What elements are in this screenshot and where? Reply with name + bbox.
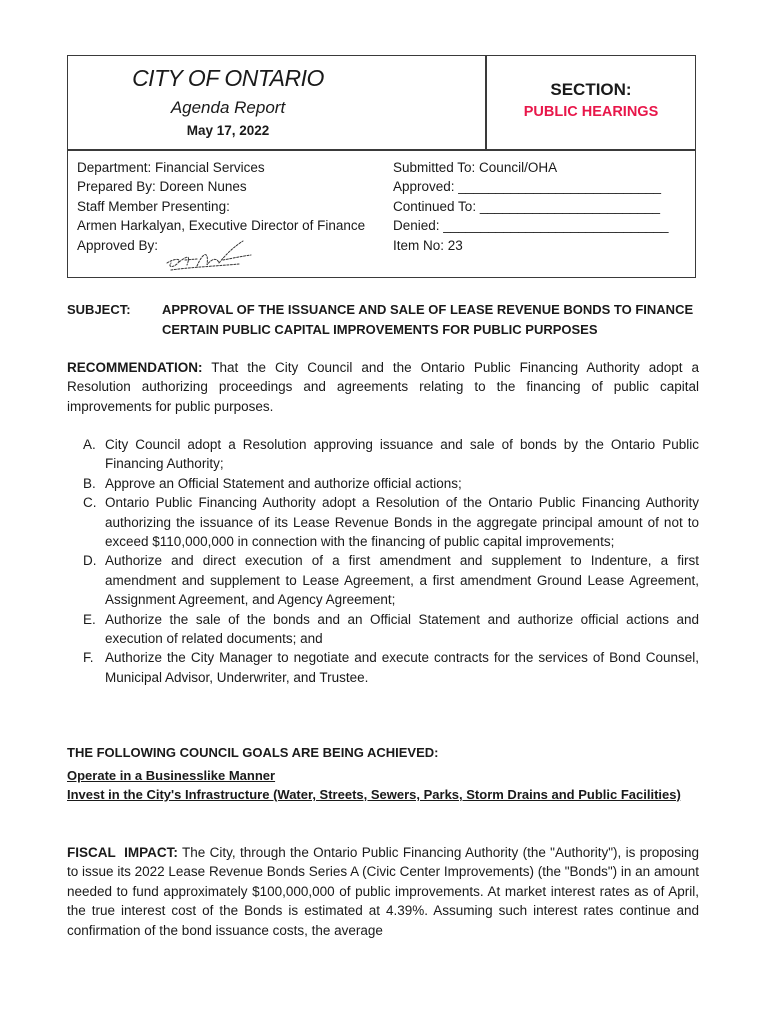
list-item <box>67 493 699 551</box>
continued-to-line: Continued To: ________________________ <box>393 198 661 214</box>
city-title: CITY OF ONTARIO <box>132 65 324 91</box>
list-item <box>67 610 699 649</box>
recommendation-text: That the City Council and the Ontario Public Financing Authority adopt a Resolution authorizing proceedings and agreements relating to the financing of public capital improvements for public purposes. <box>67 360 699 414</box>
item-number-line: Item No: 23 <box>393 237 463 253</box>
header-horizontal-divider <box>68 149 695 151</box>
presenter-name-line: Armen Harkalyan, Executive Director of Finance <box>77 218 366 234</box>
list-item-text: Approve an Official Statement and authorize official actions; <box>105 475 462 491</box>
approved-line: Approved: ___________________________ <box>393 179 662 195</box>
list-marker: D. <box>83 553 97 569</box>
list-marker: E. <box>83 611 96 627</box>
report-type: Agenda Report <box>170 98 286 117</box>
list-item <box>67 435 699 474</box>
council-goals-title: THE FOLLOWING COUNCIL GOALS ARE BEING ACHIEVED: <box>67 745 439 760</box>
recommendation-label: RECOMMENDATION: <box>67 360 203 375</box>
report-date: May 17, 2022 <box>186 123 270 138</box>
staff-presenting-line: Staff Member Presenting: <box>77 198 230 214</box>
list-item-text: Ontario Public Financing Authority adopt a Resolution of the Ontario Public Financing Authority authorizing the issuance of its Lease Revenue Bonds in the aggregate principal amount of not to exceed $110,000,000 in connection with the financing of public capital improvements; <box>105 495 699 550</box>
department-line: Department: Financial Services <box>77 160 265 175</box>
council-goal-item: Invest in the City's Infrastructure (Water, Streets, Sewers, Parks, Storm Drains and Public Facilities) <box>67 787 681 802</box>
section-label: SECTION: <box>550 80 632 99</box>
subject-text: APPROVAL OF THE ISSUANCE AND SALE OF LEASE REVENUE BONDS TO FINANCE CERTAIN PUBLIC CAPITAL IMPROVEMENTS FOR PUBLIC PURPOSES <box>162 302 694 337</box>
list-item-text: Authorize the City Manager to negotiate and execute contracts for the services of Bond Counsel, Municipal Advisor, Underwriter, and Trustee. <box>105 650 699 685</box>
list-item <box>67 474 699 493</box>
header-vertical-divider <box>485 56 487 149</box>
approved-by-line: Approved By: <box>77 237 159 253</box>
list-item <box>67 551 699 609</box>
submitted-to-line: Submitted To: Council/OHA <box>393 160 558 175</box>
report-header-box <box>67 55 696 278</box>
fiscal-impact-text: The City, through the Ontario Public Financing Authority (the "Authority"), is proposing to issue its 2022 Lease Revenue Bonds Series A (Civic Center Improvements) (the "Bonds") in an amount needed to fund approximately $100,000,000 of public improvements. At market interest rates as of April, the true interest cost of the Bonds is estimated at 4.39%. Assuming such interest rates continue and confirmation of the bond issuance costs, the average <box>67 845 699 938</box>
list-marker: A. <box>83 437 96 452</box>
list-marker: B. <box>83 475 96 491</box>
fiscal-impact-paragraph <box>67 843 699 940</box>
list-marker: C. <box>83 495 97 511</box>
list-item-text: City Council adopt a Resolution approving issuance and sale of bonds by the Ontario Public Financing Authority; <box>105 437 699 472</box>
fiscal-impact-label: FISCAL IMPACT: <box>67 845 178 860</box>
list-item-text: Authorize and direct execution of a first amendment and supplement to Indenture, a first amendment and supplement to Lease Agreement, a first amendment Ground Lease Agreement, Assignment Agreement, and Agency Agreement; <box>105 553 699 608</box>
recommendation-list <box>67 435 699 687</box>
council-goal-item: Operate in a Businesslike Manner <box>67 768 276 783</box>
list-item <box>67 648 699 687</box>
prepared-by-line: Prepared By: Doreen Nunes <box>77 179 247 195</box>
section-value: PUBLIC HEARINGS <box>523 104 659 120</box>
submission-info <box>393 158 669 255</box>
subject-label: SUBJECT: <box>67 302 131 317</box>
list-item-text: Authorize the sale of the bonds and an Official Statement and authorize official actions and execution of related documents; and <box>105 611 699 647</box>
list-marker: F. <box>83 650 94 666</box>
approval-signature <box>163 237 255 273</box>
denied-line: Denied: ______________________________ <box>393 218 669 234</box>
recommendation-paragraph <box>67 358 699 416</box>
